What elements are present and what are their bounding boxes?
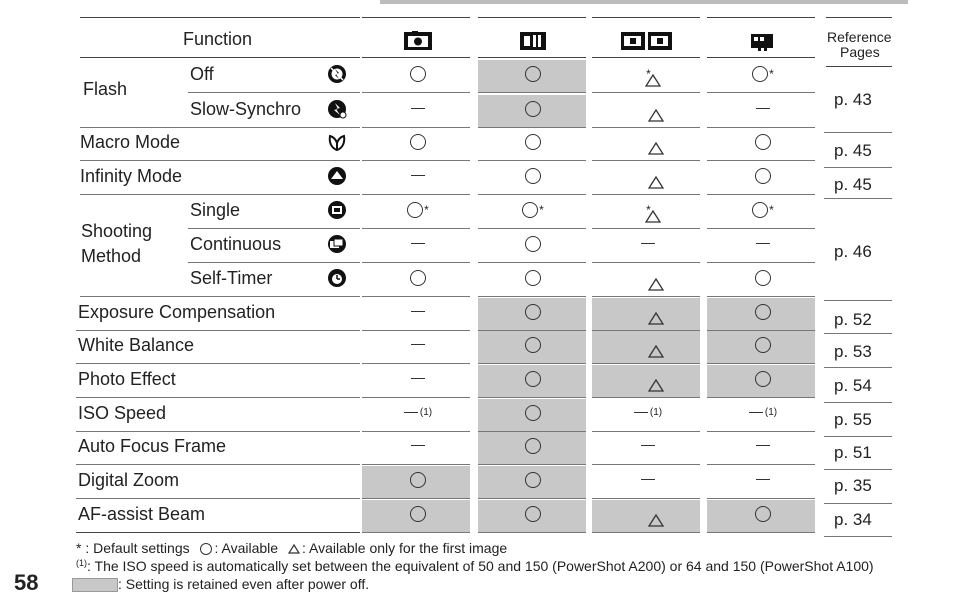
row-rule xyxy=(80,127,360,128)
mark-cell xyxy=(618,504,678,524)
mark-cell xyxy=(618,302,678,322)
mark-cell xyxy=(388,234,448,254)
row-rule xyxy=(707,160,815,161)
row-rule xyxy=(478,92,586,93)
available-circle xyxy=(755,134,771,150)
header-rule xyxy=(707,17,815,18)
stitch-assist-icon xyxy=(620,30,676,57)
mark-cell xyxy=(733,64,793,84)
mark-cell xyxy=(733,200,793,220)
reference-rule xyxy=(824,333,892,334)
header-rule xyxy=(362,17,470,18)
row-rule xyxy=(592,397,700,398)
top-rule xyxy=(380,0,908,4)
mark-cell xyxy=(618,200,678,220)
row-rule xyxy=(592,464,700,465)
row-rule xyxy=(80,296,360,297)
mark-cell xyxy=(733,369,793,389)
function-label: Digital Zoom xyxy=(78,470,180,490)
camera-auto-icon xyxy=(403,30,433,57)
mark-cell xyxy=(618,268,678,288)
not-available-dash xyxy=(641,479,655,480)
page-number: 58 xyxy=(14,570,39,595)
circle-symbol xyxy=(200,543,212,555)
row-rule xyxy=(80,194,360,195)
mark-cell xyxy=(733,302,793,322)
not-available-dash xyxy=(411,311,425,312)
row-rule xyxy=(188,92,360,93)
mark-cell xyxy=(503,200,563,220)
row-rule xyxy=(362,127,470,128)
row-rule xyxy=(80,160,360,161)
function-label: Macro Mode xyxy=(80,132,181,152)
reference-page: p. 45 xyxy=(834,141,872,160)
reference-rule xyxy=(824,402,892,403)
default-star: * xyxy=(646,67,651,81)
reference-header: Reference xyxy=(827,29,892,45)
header-bottom-rule xyxy=(80,57,360,58)
function-label: Slow-Synchro xyxy=(190,99,302,119)
mark-cell xyxy=(733,335,793,355)
row-rule xyxy=(707,431,815,432)
mark-cell xyxy=(503,99,563,119)
mark-cell xyxy=(503,369,563,389)
row-rule xyxy=(362,397,470,398)
available-circle xyxy=(755,168,771,184)
triangle-symbol xyxy=(288,541,300,557)
row-rule xyxy=(592,127,700,128)
mark-cell xyxy=(503,166,563,186)
reference-rule xyxy=(824,536,892,537)
mark-cell xyxy=(618,99,678,119)
note-default xyxy=(76,540,507,557)
camera-manual-icon xyxy=(518,30,548,57)
row-rule xyxy=(362,464,470,465)
movie-icon xyxy=(748,30,778,57)
row-rule xyxy=(478,532,586,533)
not-available-dash xyxy=(411,175,425,176)
available-circle xyxy=(525,472,541,488)
header-rule xyxy=(80,17,360,18)
mark-cell xyxy=(388,132,448,152)
available-circle xyxy=(410,506,426,522)
not-available-dash xyxy=(756,445,770,446)
row-rule xyxy=(592,498,700,499)
not-available-dash xyxy=(756,479,770,480)
available-circle xyxy=(410,134,426,150)
not-available-dash xyxy=(641,445,655,446)
not-available-dash xyxy=(756,243,770,244)
row-rule xyxy=(76,464,360,465)
function-label: Auto Focus Frame xyxy=(78,436,227,456)
mark-cell xyxy=(618,436,678,456)
reference-page: p. 34 xyxy=(834,510,872,529)
mark-cell xyxy=(388,200,448,220)
mark-cell xyxy=(388,64,448,84)
available-circle xyxy=(525,236,541,252)
available-circle xyxy=(525,101,541,117)
mark-cell xyxy=(388,436,448,456)
mark-cell xyxy=(388,268,448,288)
note-default-text: * : Default settings xyxy=(76,540,190,556)
function-label: White Balance xyxy=(78,335,195,355)
reference-rule xyxy=(824,469,892,470)
mark-cell xyxy=(388,302,448,322)
group-flash: Flash xyxy=(83,79,128,99)
note-iso-sup: (1) xyxy=(76,558,87,568)
mark-cell xyxy=(733,470,793,490)
mark-cell xyxy=(388,99,448,119)
mark-cell xyxy=(618,132,678,152)
row-rule xyxy=(707,363,815,364)
function-label: Single xyxy=(190,200,241,220)
mark-cell xyxy=(388,369,448,389)
row-rule xyxy=(592,532,700,533)
header-bottom-rule xyxy=(362,57,470,58)
row-rule xyxy=(707,532,815,533)
function-label: Off xyxy=(190,64,214,84)
flash-off-icon xyxy=(326,63,348,85)
mark-cell xyxy=(618,166,678,186)
row-rule xyxy=(592,330,700,331)
row-rule xyxy=(76,431,360,432)
row-rule xyxy=(362,92,470,93)
available-circle xyxy=(525,66,541,82)
row-rule xyxy=(592,92,700,93)
available-circle xyxy=(752,202,768,218)
available-circle xyxy=(407,202,423,218)
group-shooting: Shooting xyxy=(81,221,153,241)
mark-cell xyxy=(503,470,563,490)
row-rule xyxy=(362,160,470,161)
group-method: Method xyxy=(81,246,142,266)
mark-cell xyxy=(388,335,448,355)
header-bottom-rule xyxy=(707,57,815,58)
table-bottom-rule xyxy=(76,532,360,533)
row-rule xyxy=(188,262,360,263)
mark-cell xyxy=(503,64,563,84)
mark-cell xyxy=(503,403,563,423)
row-rule xyxy=(362,296,470,297)
reference-rule xyxy=(824,503,892,504)
default-star: * xyxy=(424,203,429,217)
header-rule xyxy=(478,17,586,18)
available-circle xyxy=(525,168,541,184)
available-circle xyxy=(410,270,426,286)
mark-cell xyxy=(733,436,793,456)
available-circle xyxy=(410,66,426,82)
mark-cell xyxy=(503,268,563,288)
row-rule xyxy=(592,296,700,297)
note-first-image-text: : Available only for the first image xyxy=(301,540,508,556)
row-rule xyxy=(478,160,586,161)
mark-cell xyxy=(733,504,793,524)
reference-rule xyxy=(824,167,892,168)
default-star: * xyxy=(539,203,544,217)
row-rule xyxy=(592,228,700,229)
default-star: * xyxy=(769,203,774,217)
row-rule xyxy=(188,228,360,229)
available-circle xyxy=(525,270,541,286)
mark-cell xyxy=(733,99,793,119)
mark-cell xyxy=(733,234,793,254)
row-rule xyxy=(707,498,815,499)
mark-cell xyxy=(388,403,448,423)
not-available-dash xyxy=(641,243,655,244)
row-rule xyxy=(478,498,586,499)
mark-cell xyxy=(733,132,793,152)
pages-header: Pages xyxy=(840,44,880,60)
row-rule xyxy=(592,431,700,432)
row-rule xyxy=(707,127,815,128)
function-label: Continuous xyxy=(190,234,282,254)
reference-page: p. 45 xyxy=(834,175,872,194)
available-circle xyxy=(410,472,426,488)
mark-cell xyxy=(503,302,563,322)
note-iso-text: : The ISO speed is automatically set between the equivalent of 50 and 150 (PowerShot A200) or 64 and 150 (PowerShot A100) xyxy=(87,558,874,574)
row-rule xyxy=(707,92,815,93)
row-rule xyxy=(707,397,815,398)
reference-page: p. 43 xyxy=(834,90,872,109)
available-circle xyxy=(525,134,541,150)
reference-page: p. 55 xyxy=(834,410,872,429)
row-rule xyxy=(478,228,586,229)
row-rule xyxy=(362,262,470,263)
row-rule xyxy=(362,498,470,499)
row-rule xyxy=(478,397,586,398)
mark-cell xyxy=(503,436,563,456)
row-rule xyxy=(592,363,700,364)
row-rule xyxy=(76,330,360,331)
iso-note-sup: (1) xyxy=(419,407,433,418)
single-shot-icon xyxy=(326,199,348,221)
reference-rule xyxy=(824,132,892,133)
mark-cell xyxy=(618,369,678,389)
reference-page: p. 52 xyxy=(834,310,872,329)
row-rule xyxy=(478,127,586,128)
not-available-dash xyxy=(634,412,648,413)
row-rule xyxy=(76,498,360,499)
mark-cell xyxy=(388,470,448,490)
header-rule xyxy=(592,17,700,18)
available-circle xyxy=(755,337,771,353)
header-rule xyxy=(826,17,892,18)
row-rule xyxy=(478,262,586,263)
mark-cell xyxy=(503,132,563,152)
available-circle xyxy=(755,304,771,320)
function-label: Self-Timer xyxy=(190,268,273,288)
not-available-dash xyxy=(411,108,425,109)
row-rule xyxy=(478,464,586,465)
default-star: * xyxy=(769,67,774,81)
available-circle xyxy=(525,371,541,387)
row-rule xyxy=(478,296,586,297)
available-circle xyxy=(752,66,768,82)
mark-cell xyxy=(618,234,678,254)
mark-cell xyxy=(733,403,793,423)
available-circle xyxy=(525,405,541,421)
row-rule xyxy=(362,363,470,364)
iso-note-sup: (1) xyxy=(764,407,778,418)
row-rule xyxy=(362,431,470,432)
reference-rule xyxy=(824,300,892,301)
reference-rule xyxy=(824,198,892,199)
function-label: AF-assist Beam xyxy=(78,504,206,524)
function-label: Infinity Mode xyxy=(80,166,183,186)
reference-rule xyxy=(824,436,892,437)
macro-icon xyxy=(326,131,348,153)
mark-cell xyxy=(618,470,678,490)
reference-page: p. 35 xyxy=(834,476,872,495)
flash-slow-sync-icon xyxy=(326,98,348,120)
iso-note-sup: (1) xyxy=(649,407,663,418)
continuous-shot-icon xyxy=(326,233,348,255)
row-rule xyxy=(592,194,700,195)
mark-cell xyxy=(503,504,563,524)
row-rule xyxy=(478,363,586,364)
function-label: ISO Speed xyxy=(78,403,167,423)
function-label: Photo Effect xyxy=(78,369,176,389)
note-iso xyxy=(76,558,874,574)
mark-cell xyxy=(733,166,793,186)
not-available-dash xyxy=(411,344,425,345)
row-rule xyxy=(707,194,815,195)
shade-swatch xyxy=(72,578,118,592)
row-rule xyxy=(707,262,815,263)
available-circle xyxy=(525,506,541,522)
mark-cell xyxy=(618,64,678,84)
reference-page: p. 46 xyxy=(834,242,872,261)
header-bottom-rule xyxy=(826,66,892,67)
not-available-dash xyxy=(411,243,425,244)
row-rule xyxy=(362,330,470,331)
not-available-dash xyxy=(404,412,418,413)
reference-page: p. 53 xyxy=(834,342,872,361)
infinity-icon xyxy=(326,165,348,187)
mark-cell xyxy=(618,403,678,423)
mark-cell xyxy=(503,335,563,355)
self-timer-icon xyxy=(326,267,348,289)
available-circle xyxy=(525,337,541,353)
header-bottom-rule xyxy=(478,57,586,58)
row-rule xyxy=(707,228,815,229)
available-circle xyxy=(755,506,771,522)
row-rule xyxy=(592,160,700,161)
not-available-dash xyxy=(411,378,425,379)
available-circle xyxy=(522,202,538,218)
mark-cell xyxy=(503,234,563,254)
available-circle xyxy=(755,371,771,387)
mark-cell xyxy=(388,504,448,524)
row-rule xyxy=(76,397,360,398)
row-rule xyxy=(478,330,586,331)
header-bottom-rule xyxy=(592,57,700,58)
note-retained-text: : Setting is retained even after power off. xyxy=(118,576,370,592)
row-rule xyxy=(76,363,360,364)
row-rule xyxy=(707,464,815,465)
row-rule xyxy=(478,194,586,195)
function-header: Function xyxy=(183,29,253,49)
reference-rule xyxy=(824,367,892,368)
not-available-dash xyxy=(756,108,770,109)
reference-page: p. 54 xyxy=(834,376,872,395)
default-star: * xyxy=(646,203,651,217)
row-rule xyxy=(707,296,815,297)
note-available-text: : Available xyxy=(214,540,279,556)
note-retained xyxy=(72,576,369,592)
row-rule xyxy=(707,330,815,331)
not-available-dash xyxy=(411,445,425,446)
row-rule xyxy=(362,228,470,229)
mark-cell xyxy=(388,166,448,186)
not-available-dash xyxy=(749,412,763,413)
mark-cell xyxy=(618,335,678,355)
function-label: Exposure Compensation xyxy=(78,302,276,322)
row-rule xyxy=(362,194,470,195)
available-circle xyxy=(525,304,541,320)
available-circle xyxy=(755,270,771,286)
row-rule xyxy=(592,262,700,263)
row-rule xyxy=(478,431,586,432)
available-circle xyxy=(525,438,541,454)
mark-cell xyxy=(733,268,793,288)
row-rule xyxy=(362,532,470,533)
reference-page: p. 51 xyxy=(834,443,872,462)
